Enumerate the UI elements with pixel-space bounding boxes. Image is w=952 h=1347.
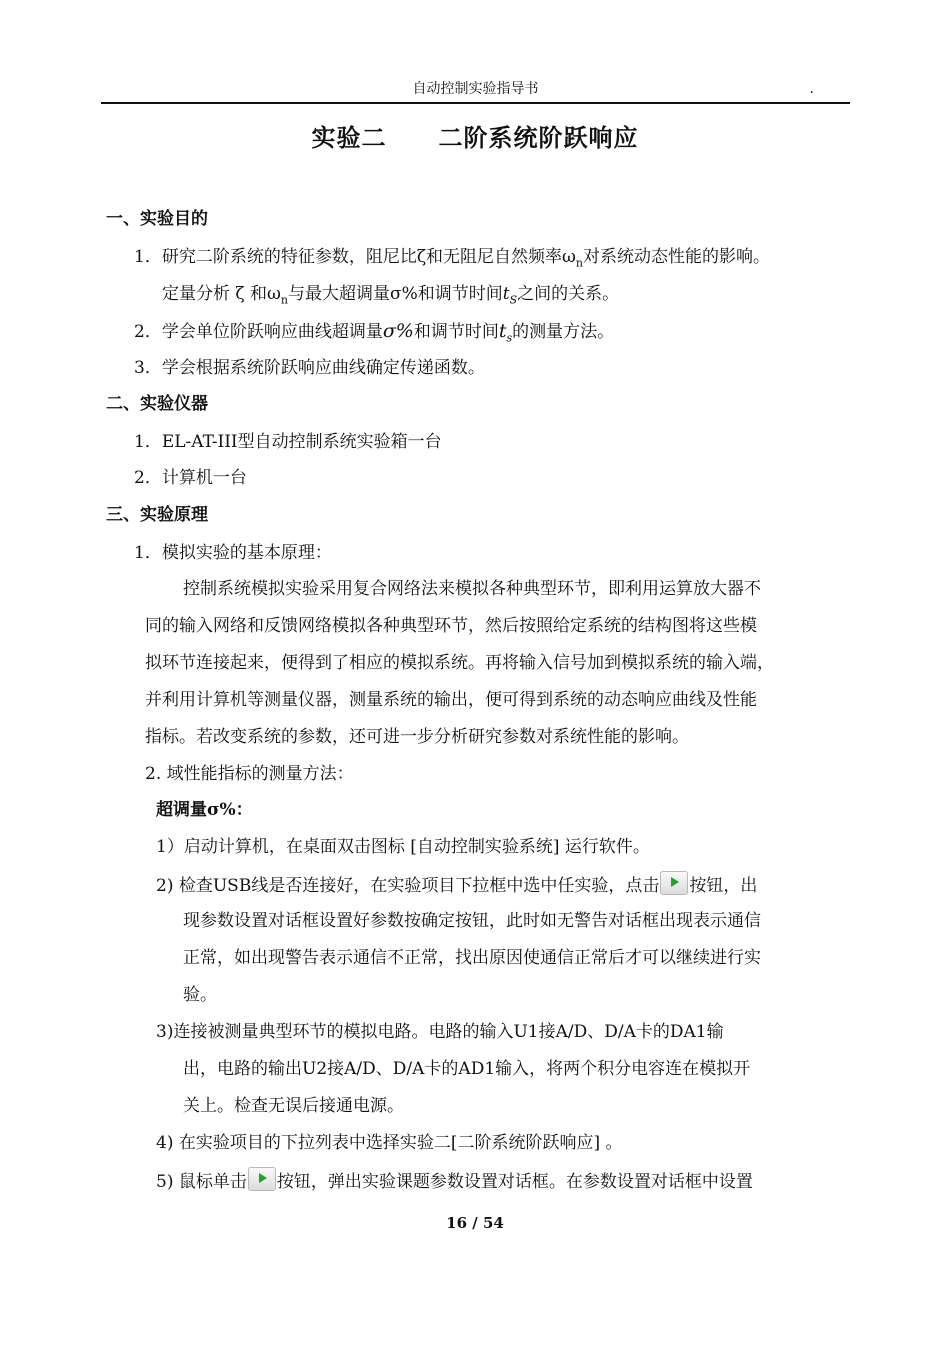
paragraph-line: 并利用计算机等测量仪器，测量系统的输出，便可得到系统的动态响应曲线及性能	[145, 690, 757, 710]
paragraph-line: 同的输入网络和反馈网络模拟各种典型环节，然后按照给定系统的结构图将这些模	[145, 616, 757, 636]
section1-item3: 3．学会根据系统阶跃响应曲线确定传递函数。	[134, 358, 485, 378]
play-icon	[660, 871, 688, 895]
section2-item2: 2．计算机一台	[134, 468, 247, 488]
page-header	[101, 80, 850, 104]
play-icon	[248, 1167, 276, 1191]
step-3-line3: 关上。检查无误后接通电源。	[183, 1096, 404, 1116]
section1-heading: 一、实验目的	[106, 209, 208, 229]
title-experiment-number: 实验二	[311, 123, 387, 152]
section2-item1: 1．EL-AT-III型自动控制系统实验箱一台	[134, 432, 442, 452]
paragraph-line: 指标。若改变系统的参数，还可进一步分析研究参数对系统性能的影响。	[145, 727, 689, 747]
overshoot-heading: 超调量σ%：	[156, 800, 253, 820]
step-2-line2: 现参数设置对话框设置好参数按确定按钮，此时如无警告对话框出现表示通信	[183, 911, 761, 931]
section1-item1: 1．研究二阶系统的特征参数，阻尼比ζ和无阻尼自然频率$\omega_n$对系统动态性能的影响。	[134, 247, 770, 270]
header-dot: .	[809, 81, 814, 97]
section3-item1: 1．模拟实验的基本原理：	[134, 543, 332, 563]
paragraph-line: 拟环节连接起来，便得到了相应的模拟系统。再将输入信号加到模拟系统的输入端，	[145, 653, 774, 673]
step-4: 4) 在实验项目的下拉列表中选择实验二[二阶系统阶跃响应] 。	[156, 1133, 623, 1153]
paragraph-line: 控制系统模拟实验采用复合网络法来模拟各种典型环节，即利用运算放大器不	[183, 579, 761, 599]
step-5: 5) 鼠标单击 按钮，弹出实验课题参数设置对话框。在参数设置对话框中设置	[156, 1167, 753, 1195]
page-number: 16 / 54	[446, 1214, 504, 1232]
title-experiment-name: 二阶系统阶跃响应	[438, 123, 639, 152]
header-title: 自动控制实验指导书	[412, 81, 539, 97]
section3-heading: 三、实验原理	[106, 505, 208, 525]
section1-item2: 2．学会单位阶跃响应曲线超调量σ%和调节时间$t_s$的测量方法。	[134, 320, 615, 345]
section1-item1-line2: 定量分析 ζ 和$\omega_n$与最大超调量σ%和调节时间$t_S$之间的关系。	[162, 284, 620, 307]
step-1: 1）启动计算机，在桌面双击图标 [自动控制实验系统] 运行软件。	[156, 837, 650, 857]
step-3: 3)连接被测量典型环节的模拟电路。电路的输入U1接A/D、D/A卡的DA1输	[156, 1022, 724, 1042]
document-title	[100, 120, 850, 156]
section3-item2: 2. 域性能指标的测量方法：	[145, 764, 354, 784]
step-3-line2: 出，电路的输出U2接A/D、D/A卡的AD1输入，将两个积分电容连在模拟开	[183, 1059, 751, 1079]
step-2-line3: 正常，如出现警告表示通信不正常，找出原因使通信正常后才可以继续进行实	[183, 948, 761, 968]
step-2-line4: 验。	[183, 985, 217, 1005]
step-2: 2) 检查USB线是否连接好，在实验项目下拉框中选中任实验，点击 按钮，出	[156, 871, 757, 899]
section2-heading: 二、实验仪器	[106, 394, 208, 414]
